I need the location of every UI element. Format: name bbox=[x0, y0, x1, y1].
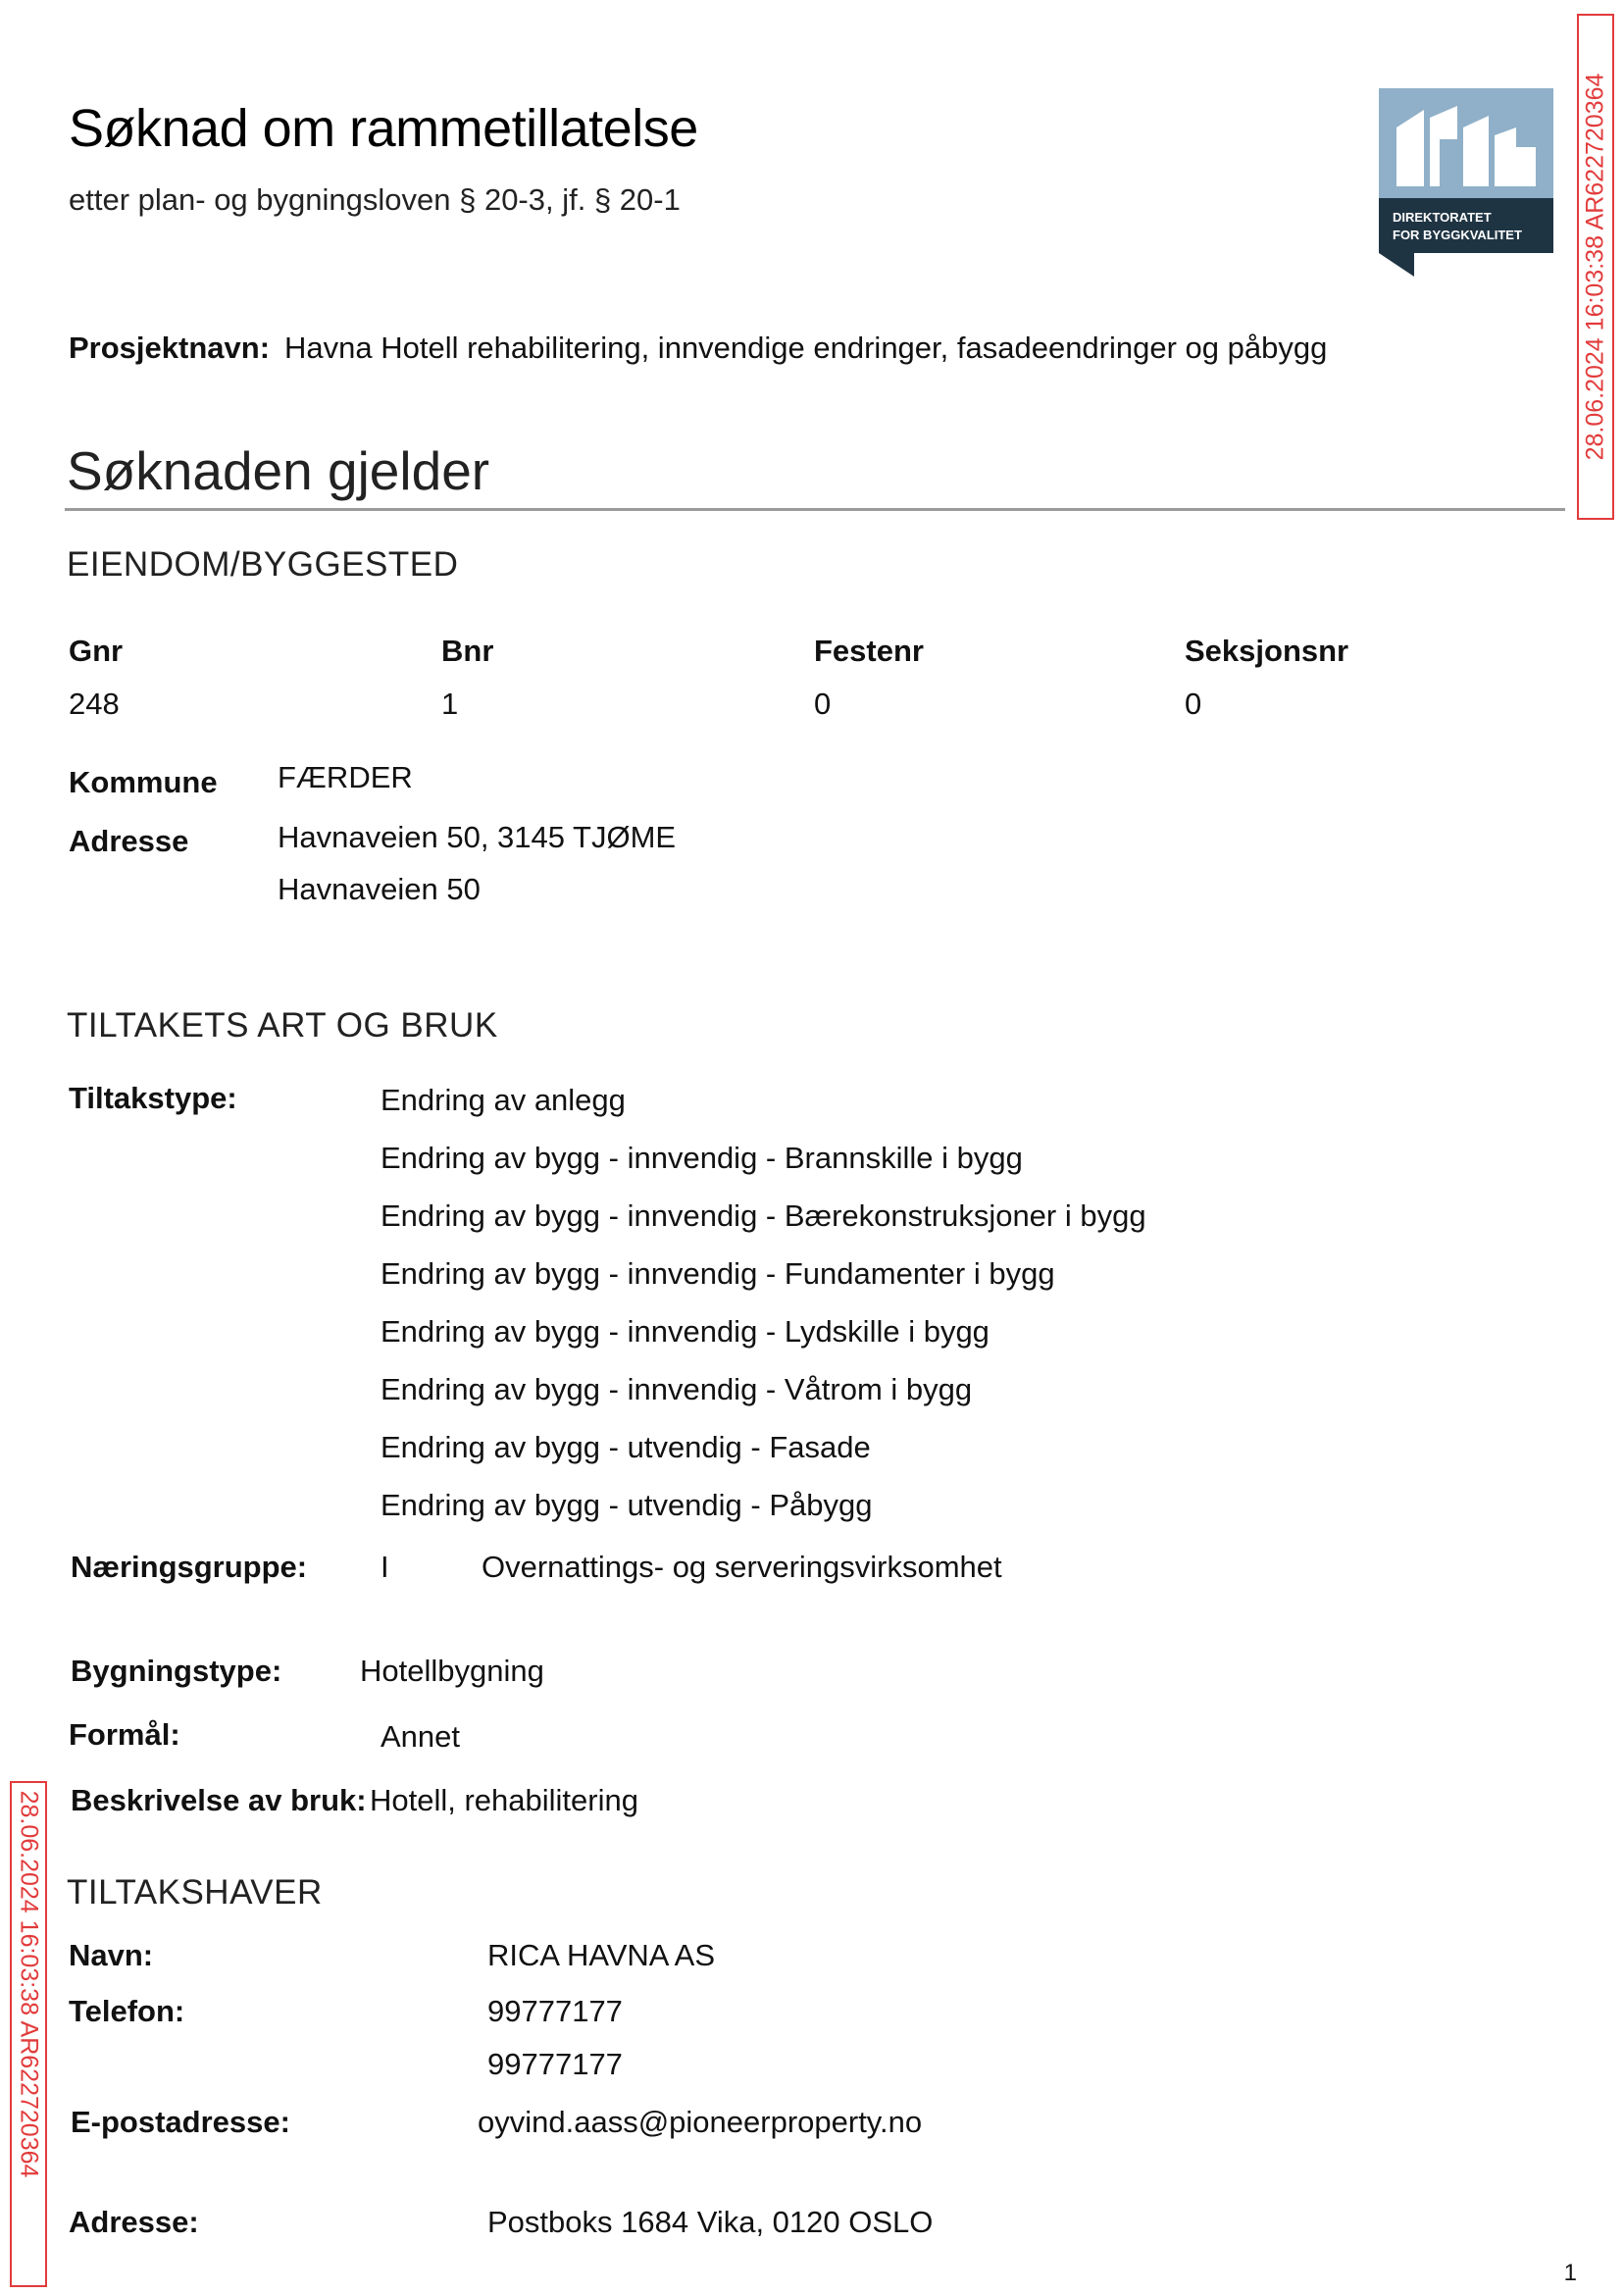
tiltakstype-item: Endring av bygg - innvendig - Bærekonstruksjoner i bygg bbox=[381, 1198, 1146, 1233]
logo-text-line1: DIREKTORATET bbox=[1393, 210, 1492, 225]
document-title: Søknad om rammetillatelse bbox=[69, 99, 698, 158]
bnr-label: Bnr bbox=[441, 634, 494, 668]
beskrivelse-value: Hotell, rehabilitering bbox=[370, 1783, 638, 1817]
adresse-line1: Havnaveien 50, 3145 TJØME bbox=[278, 820, 677, 854]
gnr-label: Gnr bbox=[69, 634, 124, 668]
eiendom-heading: EIENDOM/BYGGESTED bbox=[67, 545, 459, 584]
tiltakstype-item: Endring av bygg - utvendig - Fasade bbox=[381, 1430, 871, 1464]
tiltakstype-item: Endring av anlegg bbox=[381, 1083, 626, 1117]
seksjonsnr-value: 0 bbox=[1185, 687, 1202, 721]
logo-text-line2: FOR BYGGKVALITET bbox=[1393, 228, 1522, 242]
epost-value: oyvind.aass@pioneerproperty.no bbox=[478, 2105, 923, 2139]
bygningstype-label: Bygningstype: bbox=[71, 1654, 282, 1688]
tiltakshaver-heading: TILTAKSHAVER bbox=[67, 1873, 323, 1912]
tiltakstype-item: Endring av bygg - innvendig - Lydskille i bygg bbox=[381, 1314, 990, 1349]
navn-value: RICA HAVNA AS bbox=[487, 1938, 716, 1972]
adresse-line2: Havnaveien 50 bbox=[278, 872, 481, 906]
stamp-text-bottom: 28.06.2024 16:03:38 AR622720364 bbox=[15, 1790, 43, 2178]
section-divider bbox=[65, 508, 1565, 511]
stamp-text-top: 28.06.2024 16:03:38 AR622720364 bbox=[1581, 73, 1609, 461]
tiltakstype-item: Endring av bygg - innvendig - Fundamenter i bygg bbox=[381, 1256, 1055, 1291]
naeringsgruppe-label: Næringsgruppe: bbox=[71, 1550, 308, 1584]
formal-value: Annet bbox=[381, 1719, 461, 1754]
tiltakstype-label: Tiltakstype: bbox=[69, 1081, 237, 1115]
timestamp-stamp-bottom bbox=[10, 1781, 47, 2287]
telefon-value: 99777177 bbox=[487, 2047, 623, 2081]
beskrivelse-label: Beskrivelse av bruk: bbox=[71, 1783, 367, 1817]
tiltak-heading: TILTAKETS ART OG BRUK bbox=[67, 1006, 498, 1045]
bnr-value: 1 bbox=[441, 687, 459, 721]
gnr-value: 248 bbox=[69, 687, 120, 721]
naeringsgruppe-value: Overnattings- og serveringsvirksomhet bbox=[482, 1550, 1002, 1584]
dibk-logo-graphic bbox=[1379, 88, 1553, 277]
tiltakshaver-adresse-value: Postboks 1684 Vika, 0120 OSLO bbox=[487, 2205, 934, 2239]
section-title: Søknaden gjelder bbox=[67, 440, 490, 501]
document-subtitle: etter plan- og bygningsloven § 20-3, jf. § 20-1 bbox=[69, 182, 681, 217]
navn-label: Navn: bbox=[69, 1938, 154, 1972]
kommune-label: Kommune bbox=[69, 765, 218, 799]
seksjonsnr-label: Seksjonsnr bbox=[1185, 634, 1349, 668]
tiltakshaver-adresse-label: Adresse: bbox=[69, 2205, 199, 2239]
timestamp-stamp-top bbox=[1577, 14, 1614, 520]
tiltakstype-item: Endring av bygg - utvendig - Påbygg bbox=[381, 1488, 873, 1522]
tiltakstype-item: Endring av bygg - innvendig - Brannskille i bygg bbox=[381, 1141, 1023, 1175]
festenr-label: Festenr bbox=[814, 634, 924, 668]
bygningstype-value: Hotellbygning bbox=[360, 1654, 544, 1688]
formal-label: Formål: bbox=[69, 1717, 180, 1752]
telefon-label: Telefon: bbox=[69, 1994, 185, 2028]
festenr-value: 0 bbox=[814, 687, 832, 721]
naeringsgruppe-code: I bbox=[381, 1550, 389, 1584]
project-value: Havna Hotell rehabilitering, innvendige endringer, fasadeendringer og påbygg bbox=[284, 331, 1328, 365]
adresse-label: Adresse bbox=[69, 824, 189, 858]
tiltakstype-item: Endring av bygg - innvendig - Våtrom i bygg bbox=[381, 1372, 973, 1406]
dibk-logo bbox=[1379, 88, 1553, 277]
kommune-value: FÆRDER bbox=[278, 760, 413, 794]
telefon-value: 99777177 bbox=[487, 1994, 623, 2028]
page-number: 1 bbox=[1563, 2260, 1577, 2286]
epost-label: E-postadresse: bbox=[71, 2105, 290, 2139]
project-label: Prosjektnavn: bbox=[69, 331, 271, 365]
